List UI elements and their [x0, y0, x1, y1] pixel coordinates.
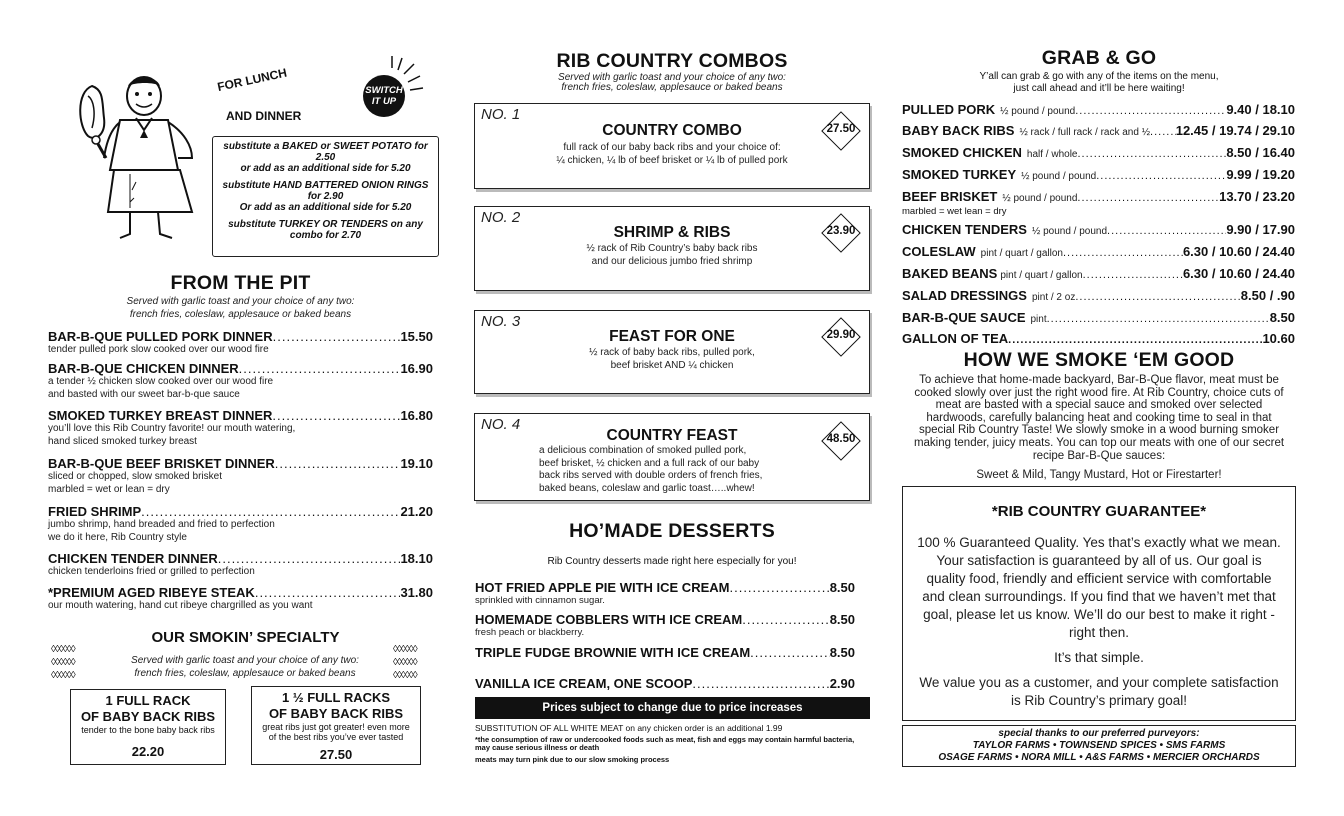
desserts-subtitle: Rib Country desserts made right here especially for you! [547, 556, 797, 567]
combo-name: COUNTRY FEAST [606, 427, 738, 444]
guarantee-simple: It’s that simple. [1054, 650, 1144, 665]
pit-item: BAR-B-QUE BEEF BRISKET DINNER ..... 19.10 sliced or chopped, slow smoked brisket marbled = wet or lean = dry [48, 456, 433, 496]
grab-go-item: SMOKED TURKEY ½ pound / pound ..... 9.99 / 19.20 [902, 167, 1295, 185]
switch-badge-line2: IT UP [371, 96, 397, 107]
dessert-item: HOT FRIED APPLE PIE WITH ICE CREAM ..... 8.50 sprinkled with cinnamon sugar. [475, 580, 855, 608]
rack-and-half-box: 1 ½ FULL RACKS OF BABY BACK RIBS great ribs just got greater! even more of the best ribs you’ve ever tasted 27.50 [251, 686, 421, 765]
combos-subtitle: Served with garlic toast and your choice of any two: french fries, coleslaw, applesauce or baked beans [558, 72, 786, 93]
pit-item: SMOKED TURKEY BREAST DINNER ..... 16.80 you’ll love this Rib Country favorite! our mouth watering, hand sliced smoked turkey breast [48, 408, 433, 448]
substitute-turkey: substitute TURKEY OR TENDERS on any combo for 2.70 [228, 219, 423, 241]
substitute-onion-rings: substitute HAND BATTERED ONION RINGS for 2.90 Or add as an additional side for 5.20 [222, 180, 429, 213]
combo-number: NO. 2 [481, 209, 521, 226]
pit-item: CHICKEN TENDER DINNER ..... 18.10 chicken tenderloins fried or grilled to perfection [48, 551, 433, 579]
pit-item: BAR-B-QUE PULLED PORK DINNER ..... 15.50 tender pulled pork slow cooked over our wood fire [48, 329, 433, 357]
desserts-title: HO’MADE DESSERTS [569, 520, 775, 542]
switch-badge-line1: SWITCH [365, 85, 403, 96]
grab-go-item: GALLON OF TEA ..... 10.60 [902, 331, 1295, 348]
grab-go-item: BAKED BEANS pint / quart / gallon ..... 6.30 / 10.60 / 24.40 [902, 266, 1295, 284]
pit-item: FRIED SHRIMP ..... 21.20 jumbo shrimp, hand breaded and fried to perfection we do it here, Rib Country style [48, 504, 433, 544]
combo-price: 27.50 [821, 111, 861, 151]
smoke-body: To achieve that home-made backyard, Bar-B-Que flavor, meat must be cooked slowly over just the right wood fire. At Rib Country, choice cuts of meat are basted with a special sauce and smoked over selected hardwoods, carefully balancing heat and cooking time to seal in that special Rib Country Taste! We slowly smoke in a wood burning smoker making tender, juicy meats. You can top our meats with one of our secret recipe Bar-B-Que sauces: [913, 374, 1285, 462]
sauce-list: Sweet & Mild, Tangy Mustard, Hot or Firestarter! [976, 469, 1222, 481]
combos-title: RIB COUNTRY COMBOS [556, 50, 788, 72]
combo-card: NO. 2 SHRIMP & RIBS ½ rack of Rib Country’s baby back ribs and our delicious jumbo fried shrimp 23.90 [474, 206, 870, 291]
combo-price: 29.90 [821, 317, 861, 357]
guarantee-body: 100 % Guaranteed Quality. Yes that’s exactly what we mean. Your satisfaction is guaranteed by all of us. Our goal is quality food, friendly and efficient service with comfortable and clean surroundings. If you find that we haven’t met that goal, please let us know. We’ll do our best to make it right - right then. [917, 535, 1281, 640]
combo-number: NO. 1 [481, 106, 521, 123]
grab-go-item: PULLED PORK ½ pound / pound ..... 9.40 / 18.10 [902, 102, 1295, 120]
fine-print-substitution: SUBSTITUTION OF ALL WHITE MEAT on any chicken order is an additional 1.99 [475, 723, 783, 733]
and-dinner-label: AND DINNER [226, 109, 302, 123]
dessert-item: VANILLA ICE CREAM, ONE SCOOP ..... 2.90 [475, 676, 855, 691]
grab-go-title: GRAB & GO [1041, 47, 1157, 69]
grab-go-item: BEEF BRISKET ½ pound / pound ..... 13.70 / 23.20 marbled = wet lean = dry [902, 189, 1295, 217]
grab-go-item: BAR-B-QUE SAUCE pint ..... 8.50 [902, 310, 1295, 328]
combo-card: NO. 4 COUNTRY FEAST a delicious combination of smoked pulled pork, beef brisket, ½ chicken and a full rack of our baby back ribs served with double orders of french fries, baked beans, coleslaw and garlic toast…..whew! 48.50 [474, 413, 870, 501]
specialty-title: OUR SMOKIN’ SPECIALTY [151, 629, 340, 646]
combo-price: 48.50 [821, 421, 861, 461]
substitutes-box [212, 136, 439, 257]
dessert-item: TRIPLE FUDGE BROWNIE WITH ICE CREAM ..... 8.50 [475, 645, 855, 660]
grab-go-item: SMOKED CHICKEN half / whole ..... 8.50 / 16.40 [902, 145, 1295, 163]
substitute-potato: substitute a BAKED or SWEET POTATO for 2.50 or add as an additional side for 5.20 [223, 141, 428, 174]
grab-go-item: BABY BACK RIBS ½ rack / full rack / rack and ½ ..... 12.45 / 19.74 / 29.10 [902, 123, 1295, 141]
guarantee-title: *RIB COUNTRY GUARANTEE* [991, 503, 1207, 520]
dessert-item: HOMEMADE COBBLERS WITH ICE CREAM ..... 8.50 fresh peach or blackberry. [475, 612, 855, 640]
combo-name: COUNTRY COMBO [602, 122, 742, 139]
pit-item: BAR-B-QUE CHICKEN DINNER ..... 16.90 a tender ½ chicken slow cooked over our wood fire and basted with our sweet bar-b-que sauce [48, 361, 433, 401]
grab-go-subtitle: Y’all can grab & go with any of the items on the menu, just call ahead and it’ll be here waiting! [979, 71, 1219, 94]
combo-name: FEAST FOR ONE [609, 328, 735, 345]
grab-go-item: CHICKEN TENDERS ½ pound / pound ..... 9.90 / 17.90 [902, 222, 1295, 240]
combo-number: NO. 4 [481, 416, 521, 433]
combo-name: SHRIMP & RIBS [613, 224, 731, 241]
fine-print-health-warning: *the consumption of raw or undercooked foods such as meat, fish and eggs may contain harmful bacteria, may cause serious illness or death [475, 735, 855, 752]
combo-card: NO. 3 FEAST FOR ONE ½ rack of baby back ribs, pulled pork, beef brisket AND ¼ chicken 29.90 [474, 310, 870, 394]
pit-title: FROM THE PIT [170, 272, 311, 294]
grab-go-item: SALAD DRESSINGS pint / 2 oz ..... 8.50 / .90 [902, 288, 1295, 306]
diamond-ornament-left: ◊◊◊◊◊◊ ◊◊◊◊◊◊ ◊◊◊◊◊◊ [51, 644, 75, 681]
grab-go-item: COLESLAW pint / quart / gallon ..... 6.30 / 10.60 / 24.40 [902, 244, 1295, 262]
pit-subtitle: Served with garlic toast and your choice of any two: french fries, coleslaw, applesauce or baked beans [126, 296, 355, 320]
switch-badge-icon [356, 56, 426, 126]
guarantee-closing: We value you as a customer, and your complete satisfaction is Rib Country’s primary goal! [919, 675, 1279, 708]
specialty-subtitle: Served with garlic toast and your choice of any two: french fries, coleslaw, applesauce or baked beans [131, 655, 359, 679]
combo-card: NO. 1 COUNTRY COMBO full rack of our baby back ribs and your choice of: ¼ chicken, ¼ lb of beef brisket or ¼ lb of pulled pork 27.50 [474, 103, 870, 189]
price-notice-banner: Prices subject to change due to price increases [475, 697, 870, 719]
chef-illustration [74, 74, 214, 244]
combo-number: NO. 3 [481, 313, 521, 330]
guarantee-box [902, 486, 1296, 721]
for-lunch-label: FOR LUNCH [216, 65, 289, 94]
full-rack-box: 1 FULL RACK OF BABY BACK RIBS tender to the bone baby back ribs 22.20 [70, 689, 226, 765]
combo-price: 23.90 [821, 213, 861, 253]
diamond-ornament-right: ◊◊◊◊◊◊ ◊◊◊◊◊◊ ◊◊◊◊◊◊ [393, 644, 417, 681]
pit-item: *PREMIUM AGED RIBEYE STEAK ..... 31.80 our mouth watering, hand cut ribeye chargrilled as you want [48, 585, 433, 613]
fine-print-pink-meat: meats may turn pink due to our slow smoking process [475, 755, 670, 764]
purveyors-box: special thanks to our preferred purveyors: TAYLOR FARMS • TOWNSEND SPICES • SMS FARMS OSAGE FARMS • NORA MILL • A&S FARMS • MERCIER ORCHARDS [902, 725, 1296, 767]
smoke-title: HOW WE SMOKE ‘EM GOOD [963, 349, 1235, 371]
